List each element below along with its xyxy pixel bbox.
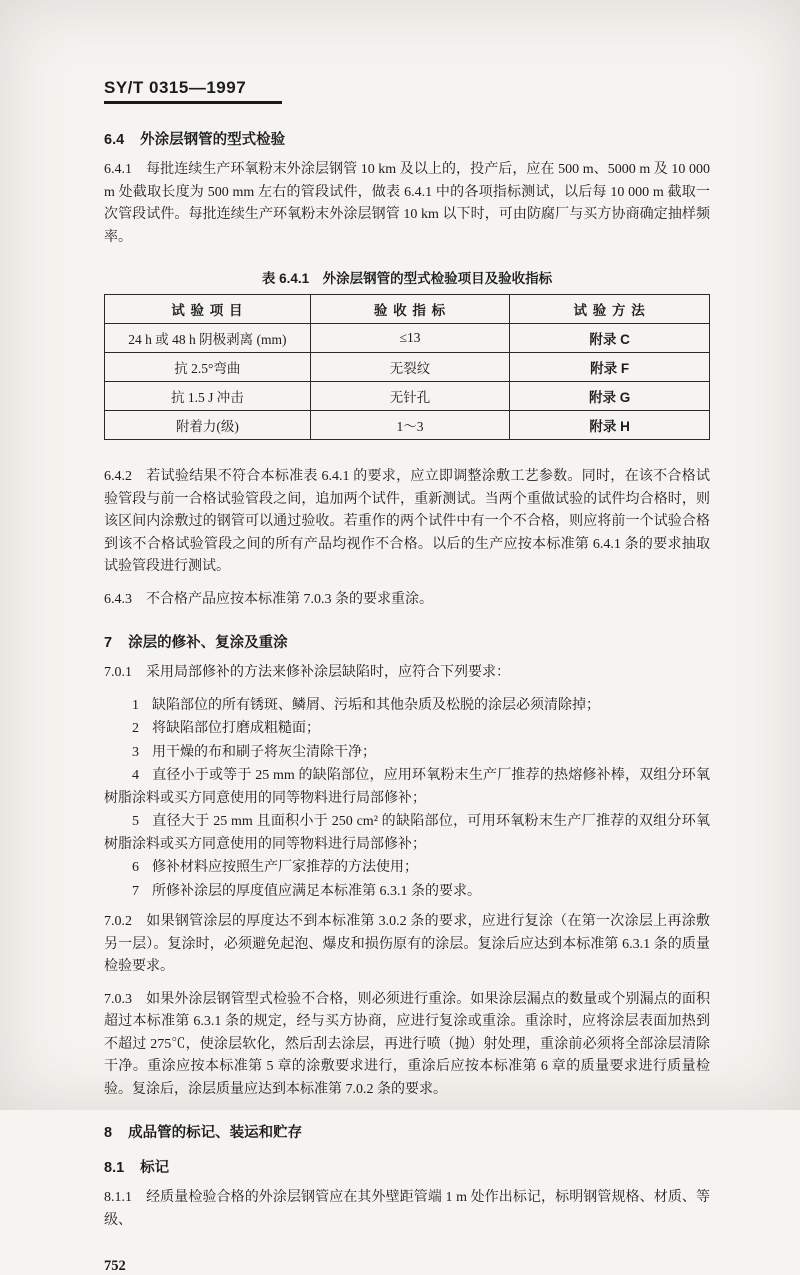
column-header-test-method: 试 验 方 法 [510, 295, 710, 324]
clause-text: 每批连续生产环氧粉末外涂层钢管 10 km 及以上的，投产后，应在 500 m、5000 m 及 10 000 m 处截取长度为 500 mm 左右的管段试件，做表 6.4.1 中的各项指标测试，以后每 10 000 m 截取一次管段试件。每批连续生产环氧粉末外涂层钢管 10 km 以下时，可由防腐厂与买方协商确定抽样频率。 [104, 162, 710, 245]
list-item-4 [104, 765, 710, 810]
paragraph-7-0-3 [104, 989, 710, 1102]
section-title: 标记 [140, 1160, 170, 1176]
clause-number: 8.1.1 [104, 1190, 132, 1205]
table-row [105, 324, 710, 353]
section-8-1-heading [104, 1156, 710, 1177]
paragraph-7-0-1 [104, 662, 710, 685]
clause-text: 如果外涂层钢管型式检验不合格，则必须进行重涂。如果涂层漏点的数量或个别漏点的面积超过本标准第 6.3.1 条的规定，经与买方协商，应进行复涂或重涂。重涂时，应将涂层表面加热到不超过 275℃，使涂层软化，然后刮去涂层，再进行喷（抛）射处理，重涂前必须将全部涂层清除干净。重涂应按本标准第 5 章的涂敷要求进行，重涂后应按本标准第 6 章的质量要求进行质量检验。复涂后，涂层质量应达到本标准第 7.0.2 条的要求。 [104, 991, 710, 1097]
item-text: 修补材料应按照生产厂家推荐的方法使用； [152, 860, 418, 875]
list-item-2 [104, 718, 710, 741]
section-number: 8.1 [104, 1160, 125, 1176]
table-caption: 表 6.4.1 外涂层钢管的型式检验项目及验收指标 [261, 271, 553, 286]
cell-index: 1～3 [310, 411, 510, 440]
section-number: 8 [104, 1125, 113, 1141]
section-7-heading [104, 631, 710, 652]
table-row [105, 411, 710, 440]
standard-code: SY/T 0315—1997 [104, 78, 282, 104]
clause-number: 6.4.1 [104, 162, 132, 177]
paragraph-7-0-2 [104, 911, 710, 979]
item-text: 将缺陷部位打磨成粗糙面； [152, 721, 320, 736]
list-item-5 [104, 811, 710, 856]
item-number: 3 [132, 744, 139, 760]
cell-test-item: 抗 2.5°弯曲 [105, 353, 311, 382]
item-number: 1 [132, 697, 139, 713]
column-header-test-item: 试 验 项 目 [105, 295, 311, 324]
item-text: 直径小于或等于 25 mm 的缺陷部位，应用环氧粉末生产厂推荐的热熔修补棒，双组分环氧树脂涂料或买方同意使用的同等物料进行局部修补； [104, 768, 710, 806]
clause-text: 采用局部修补的方法来修补涂层缺陷时，应符合下列要求： [146, 665, 510, 680]
paragraph-8-1-1 [104, 1187, 710, 1232]
cell-method: 附录 H [510, 411, 710, 440]
item-text: 用干燥的布和刷子将灰尘清除干净； [152, 744, 376, 760]
item-number: 7 [132, 883, 139, 899]
section-title: 外涂层钢管的型式检验 [140, 132, 286, 148]
document-header [104, 78, 710, 104]
clause-text: 不合格产品应按本标准第 7.0.3 条的要求重涂。 [146, 591, 433, 607]
cell-method: 附录 G [510, 382, 710, 411]
paragraph-6-4-2 [104, 466, 710, 579]
cell-index: 无裂纹 [310, 353, 510, 382]
section-number: 7 [104, 635, 113, 651]
clause-text: 若试验结果不符合本标准表 6.4.1 的要求，应立即调整涂敷工艺参数。同时，在该不合格试验管段与前一合格试验管段之间，追加两个试件，重新测试。当两个重做试验的试件均合格时，则该区间内涂敷过的钢管可以通过验收。若重作的两个试件中有一个不合格，则应将前一个试验合格到该不合格试验管段之间的所有产品均视作不合格。以后的生产应按本标准第 6.4.1 条的要求抽取试验管段进行测试。 [104, 469, 710, 574]
table-row [105, 353, 710, 382]
clause-text: 经质量检验合格的外涂层钢管应在其外壁距管端 1 m 处作出标记，标明钢管规格、材质、等级、 [104, 1190, 710, 1228]
section-title: 涂层的修补、复涂及重涂 [128, 635, 288, 651]
list-item-1 [104, 695, 710, 718]
paragraph-6-4-1 [104, 159, 710, 249]
type-inspection-table [104, 294, 710, 440]
clause-text: 如果钢管涂层的厚度达不到本标准第 3.0.2 条的要求，应进行复涂（在第一次涂层上再涂敷另一层）。复涂时，必须避免起泡、爆皮和损伤原有的涂层。复涂后应达到本标准第 6.3.1 条的质量检验要求。 [104, 914, 710, 974]
list-item-3 [104, 742, 710, 765]
clause-number: 7.0.1 [104, 665, 132, 680]
column-header-acceptance-index: 验 收 指 标 [310, 295, 510, 324]
item-number: 6 [132, 860, 139, 875]
cell-test-item: 附着力(级) [105, 411, 311, 440]
paragraph-6-4-3 [104, 589, 710, 612]
clause-number: 6.4.3 [104, 591, 132, 607]
cell-test-item: 24 h 或 48 h 阴极剥离 (mm) [105, 324, 311, 353]
clause-number: 7.0.2 [104, 914, 132, 929]
list-item-7 [104, 881, 710, 904]
cell-index: ≤13 [310, 324, 510, 353]
table-header-row [105, 295, 710, 324]
section-number: 6.4 [104, 132, 125, 148]
item-text: 直径大于 25 mm 且面积小于 250 cm² 的缺陷部位，可用环氧粉末生产厂推荐的双组分环氧树脂涂料或买方同意使用的同等物料进行局部修补； [104, 814, 710, 852]
item-number: 5 [132, 814, 139, 829]
page-number: 752 [104, 1258, 126, 1274]
table-row [105, 382, 710, 411]
item-text: 所修补涂层的厚度值应满足本标准第 6.3.1 条的要求。 [152, 883, 481, 899]
cell-test-item: 抗 1.5 J 冲击 [105, 382, 311, 411]
clause-number: 6.4.2 [104, 469, 132, 484]
section-8-heading [104, 1121, 710, 1142]
list-item-6 [104, 857, 710, 880]
cell-method: 附录 F [510, 353, 710, 382]
section-title: 成品管的标记、装运和贮存 [128, 1125, 303, 1141]
clause-number: 7.0.3 [104, 991, 132, 1007]
cell-index: 无针孔 [310, 382, 510, 411]
section-6-4-heading [104, 128, 710, 149]
cell-method: 附录 C [510, 324, 710, 353]
item-text: 缺陷部位的所有锈斑、鳞屑、污垢和其他杂质及松脱的涂层必须清除掉； [152, 697, 600, 713]
item-number: 2 [132, 721, 139, 736]
item-number: 4 [132, 768, 139, 783]
